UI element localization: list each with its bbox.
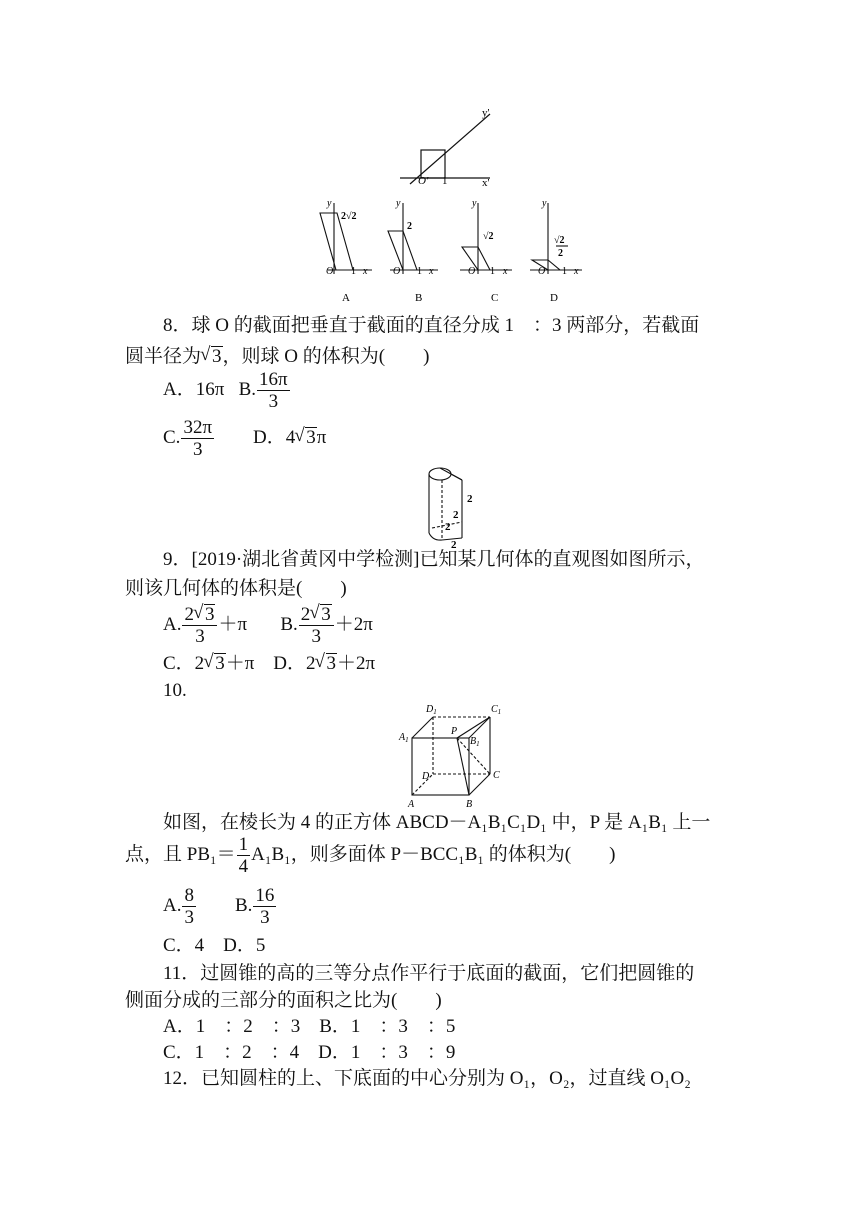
q10-line2-b: A₁B₁，则多面体 P－BCC₁B₁ 的体积为( )	[251, 844, 616, 865]
q8-option-b-frac: $\frac{16\pi}{3}$	[259, 369, 288, 413]
q9-option-d: D．2√ 3＋2π	[273, 653, 375, 674]
cube-label-d: D	[422, 771, 430, 782]
q9-option-c: C．2√ 3＋π	[163, 653, 254, 674]
a-o: O	[326, 266, 334, 277]
q8-option-c-label: C.	[163, 427, 181, 448]
d-letter: D	[550, 292, 558, 304]
b-mark: 2	[407, 221, 412, 232]
q11-options-ab: A．1 ：2 ：3 B．1 ：3 ：5	[163, 1016, 456, 1037]
cube-label-c1: $C_1$	[491, 704, 502, 716]
d-mark-den: 2	[558, 248, 563, 259]
q9-line2: 则该几何体的体积是( )	[125, 578, 347, 599]
q8-option-c-frac: $\frac{32\pi}{3}$	[183, 417, 213, 461]
label-one-top: 1	[442, 175, 448, 187]
q11-line2: 侧面分成的三部分的面积之比为( )	[125, 990, 442, 1011]
c-mark: √2	[483, 231, 494, 242]
cube-label-c: C	[493, 770, 500, 781]
q8-options-ab	[163, 368, 291, 412]
a-x: x	[363, 266, 368, 277]
q9-fig-label-2: 2	[453, 509, 459, 521]
cube-label-b: B	[466, 799, 473, 810]
c-one: 1	[490, 266, 495, 277]
label-yprime: y'	[482, 107, 490, 119]
d-y: y	[542, 198, 547, 209]
b-one: 1	[417, 266, 422, 277]
q9-option-b: B. $\frac{2√ 3}{3}$ ＋2π	[280, 614, 373, 635]
b-y: y	[396, 198, 401, 209]
b-letter: B	[415, 292, 423, 304]
c-o: O	[468, 266, 476, 277]
q8-line2	[125, 345, 429, 369]
q9-fig-label-4: 2	[451, 539, 457, 548]
q10-line1: 如图，在棱长为 4 的正方体 ABCD－A₁B₁C₁D₁ 中，P 是 A₁B₁ 上一	[163, 812, 711, 833]
q8-options-cd	[163, 416, 326, 460]
q11-options-cd: C．1 ：2 ：4 D．1 ：3 ：9	[163, 1042, 456, 1063]
a-mark: 2√2	[341, 211, 357, 222]
q10-line2	[125, 833, 615, 877]
q10-options-ab	[163, 883, 277, 929]
b-x: x	[429, 266, 434, 277]
d-one: 1	[562, 266, 567, 277]
q11-line1: 11．过圆锥的高的三等分点作平行于底面的截面，它们把圆锥的	[163, 963, 695, 984]
label-xprime: x'	[482, 177, 490, 189]
cube-label-a: A	[408, 799, 415, 810]
figure-q7	[300, 100, 600, 310]
b-o: O	[393, 266, 401, 277]
q9-line1: 9．[2019·湖北省黄冈中学检测]已知某几何体的直观图如图所示，	[163, 549, 705, 570]
c-letter: C	[491, 292, 499, 304]
d-x: x	[574, 266, 579, 277]
q9-option-a: A. $\frac{2√ 3}{3}$ ＋π	[163, 614, 247, 635]
q8-option-d: D．4√ 3π	[253, 427, 326, 448]
q10-options-cd: C．4 D．5	[163, 935, 266, 956]
oblique-square-figure	[400, 114, 490, 184]
q8-line1: 8．球 O 的截面把垂直于截面的直径分成 1 ：3 两部分，若截面	[163, 315, 700, 336]
a-letter: A	[342, 292, 350, 304]
label-oprime: O'	[418, 175, 429, 187]
d-o: O	[538, 266, 546, 277]
c-y: y	[472, 198, 477, 209]
q10-option-a: A. $\frac{8}{3}$	[163, 885, 194, 929]
q9-fig-label-1: 2	[467, 493, 473, 505]
q8-line2-b: ，则球 O 的体积为( )	[222, 346, 430, 367]
d-mark-num: √2	[554, 235, 565, 246]
a-y: y	[327, 198, 332, 209]
q10-number: 10.	[163, 680, 187, 701]
a-one: 1	[351, 266, 356, 277]
figure-q9	[420, 458, 480, 548]
q9-options-cd	[163, 652, 375, 676]
q9-options-ab	[163, 601, 373, 649]
cube-label-d1: $D_1$	[426, 704, 437, 716]
q10-fraction: $\frac{1}{4}$	[238, 834, 249, 878]
q10-line2-a: 点，且 PB₁＝	[125, 844, 236, 865]
c-x: x	[503, 266, 508, 277]
q8-option-a: A．16π	[163, 379, 225, 400]
option-b-figure	[388, 203, 438, 274]
cube-label-a1: $A_1$	[399, 732, 409, 744]
q8-option-b-label: B.	[238, 379, 257, 400]
cube-label-b1: $B_1$	[470, 736, 480, 748]
figure-q10-cube	[395, 700, 515, 810]
q9-fig-label-3: 2	[445, 521, 451, 533]
q8-line2-a: 圆半径为	[125, 346, 202, 367]
q10-option-b: B. $\frac{16}{3}$	[234, 885, 275, 929]
cube-label-p: P	[451, 726, 458, 737]
q8-radical: √ 3	[201, 345, 223, 369]
q12-line1: 12．已知圆柱的上、下底面的中心分别为 O₁，O₂，过直线 O₁O₂	[163, 1068, 691, 1089]
